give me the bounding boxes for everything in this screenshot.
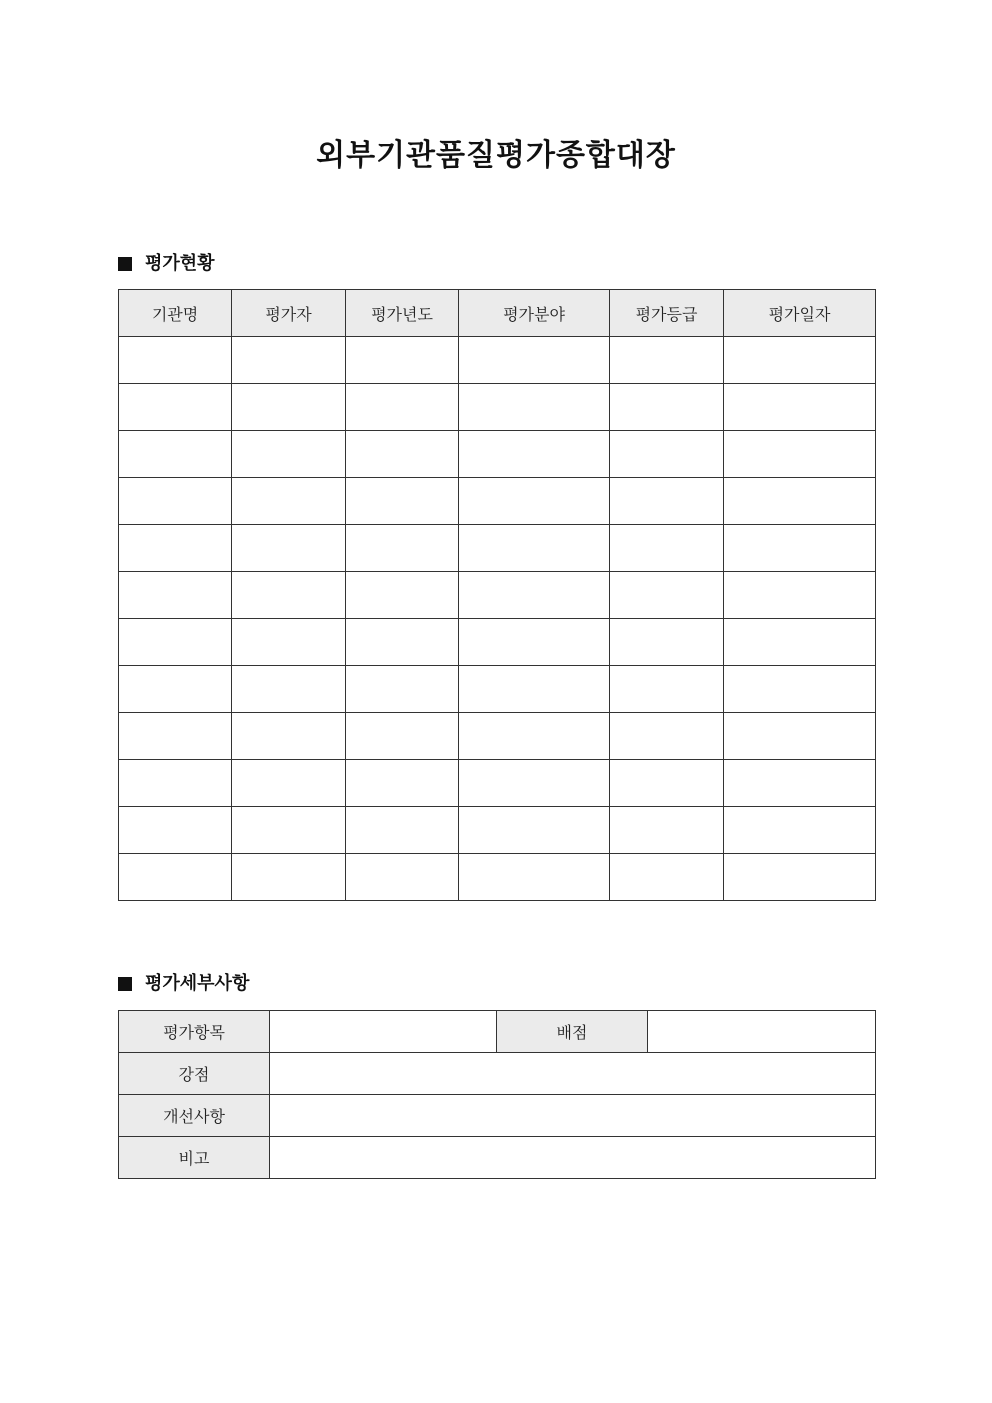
institution-cell[interactable]	[119, 337, 232, 384]
field-cell[interactable]	[459, 337, 610, 384]
evaluator-cell[interactable]	[232, 666, 346, 713]
field-cell[interactable]	[459, 525, 610, 572]
square-bullet-icon	[118, 257, 132, 271]
field-cell[interactable]	[459, 431, 610, 478]
year-cell[interactable]	[346, 337, 459, 384]
column-header-grade: 평가등급	[610, 290, 724, 337]
institution-cell[interactable]	[119, 760, 232, 807]
date-cell[interactable]	[724, 713, 876, 760]
evaluator-cell[interactable]	[232, 713, 346, 760]
item-value-cell[interactable]	[270, 1011, 497, 1053]
institution-cell[interactable]	[119, 431, 232, 478]
year-cell[interactable]	[346, 431, 459, 478]
year-cell[interactable]	[346, 807, 459, 854]
table-row	[119, 572, 876, 619]
year-cell[interactable]	[346, 760, 459, 807]
strength-value-cell[interactable]	[270, 1053, 876, 1095]
field-cell[interactable]	[459, 666, 610, 713]
score-value-cell[interactable]	[648, 1011, 876, 1053]
section-heading-status	[118, 252, 215, 276]
table-row	[119, 337, 876, 384]
evaluation-details-table	[118, 1010, 876, 1179]
table-row	[119, 525, 876, 572]
evaluator-cell[interactable]	[232, 854, 346, 901]
section-heading-label: 평가현황	[145, 253, 215, 274]
score-label: 배점	[497, 1011, 648, 1053]
table-row	[119, 666, 876, 713]
table-row	[119, 854, 876, 901]
grade-cell[interactable]	[610, 337, 724, 384]
evaluator-cell[interactable]	[232, 807, 346, 854]
year-cell[interactable]	[346, 666, 459, 713]
date-cell[interactable]	[724, 431, 876, 478]
table-row	[119, 1095, 876, 1137]
date-cell[interactable]	[724, 337, 876, 384]
square-bullet-icon	[118, 977, 132, 991]
date-cell[interactable]	[724, 525, 876, 572]
institution-cell[interactable]	[119, 666, 232, 713]
date-cell[interactable]	[724, 572, 876, 619]
institution-cell[interactable]	[119, 525, 232, 572]
table-row	[119, 619, 876, 666]
year-cell[interactable]	[346, 713, 459, 760]
date-cell[interactable]	[724, 854, 876, 901]
field-cell[interactable]	[459, 384, 610, 431]
grade-cell[interactable]	[610, 619, 724, 666]
institution-cell[interactable]	[119, 713, 232, 760]
grade-cell[interactable]	[610, 572, 724, 619]
field-cell[interactable]	[459, 619, 610, 666]
improvement-value-cell[interactable]	[270, 1095, 876, 1137]
grade-cell[interactable]	[610, 384, 724, 431]
column-header-date: 평가일자	[724, 290, 876, 337]
date-cell[interactable]	[724, 666, 876, 713]
date-cell[interactable]	[724, 807, 876, 854]
evaluator-cell[interactable]	[232, 337, 346, 384]
evaluator-cell[interactable]	[232, 431, 346, 478]
evaluator-cell[interactable]	[232, 478, 346, 525]
institution-cell[interactable]	[119, 854, 232, 901]
date-cell[interactable]	[724, 760, 876, 807]
field-cell[interactable]	[459, 760, 610, 807]
column-header-year: 평가년도	[346, 290, 459, 337]
section-heading-details	[118, 972, 249, 996]
table-row	[119, 384, 876, 431]
column-header-evaluator: 평가자	[232, 290, 346, 337]
year-cell[interactable]	[346, 619, 459, 666]
remarks-value-cell[interactable]	[270, 1137, 876, 1179]
date-cell[interactable]	[724, 619, 876, 666]
grade-cell[interactable]	[610, 478, 724, 525]
column-header-field: 평가분야	[459, 290, 610, 337]
item-label: 평가항목	[119, 1011, 270, 1053]
table-row	[119, 1011, 876, 1053]
evaluator-cell[interactable]	[232, 760, 346, 807]
grade-cell[interactable]	[610, 760, 724, 807]
evaluation-status-table	[118, 289, 876, 901]
evaluator-cell[interactable]	[232, 619, 346, 666]
table-row	[119, 1137, 876, 1179]
strength-label: 강점	[119, 1053, 270, 1095]
field-cell[interactable]	[459, 807, 610, 854]
field-cell[interactable]	[459, 854, 610, 901]
field-cell[interactable]	[459, 478, 610, 525]
institution-cell[interactable]	[119, 572, 232, 619]
field-cell[interactable]	[459, 713, 610, 760]
field-cell[interactable]	[459, 572, 610, 619]
table-row	[119, 713, 876, 760]
grade-cell[interactable]	[610, 807, 724, 854]
column-header-institution: 기관명	[119, 290, 232, 337]
grade-cell[interactable]	[610, 525, 724, 572]
grade-cell[interactable]	[610, 713, 724, 760]
evaluator-cell[interactable]	[232, 572, 346, 619]
year-cell[interactable]	[346, 478, 459, 525]
institution-cell[interactable]	[119, 619, 232, 666]
section-heading-label: 평가세부사항	[145, 973, 250, 994]
year-cell[interactable]	[346, 384, 459, 431]
grade-cell[interactable]	[610, 666, 724, 713]
evaluator-cell[interactable]	[232, 384, 346, 431]
year-cell[interactable]	[346, 854, 459, 901]
table-row	[119, 760, 876, 807]
table-row	[119, 478, 876, 525]
improvement-label: 개선사항	[119, 1095, 270, 1137]
institution-cell[interactable]	[119, 384, 232, 431]
evaluator-cell[interactable]	[232, 525, 346, 572]
grade-cell[interactable]	[610, 431, 724, 478]
status-table-body	[119, 337, 876, 901]
document-title: 외부기관품질평가종합대장	[316, 138, 676, 173]
table-row	[119, 431, 876, 478]
remarks-label: 비고	[119, 1137, 270, 1179]
year-cell[interactable]	[346, 572, 459, 619]
institution-cell[interactable]	[119, 807, 232, 854]
table-header-row	[119, 290, 876, 337]
year-cell[interactable]	[346, 525, 459, 572]
table-row	[119, 1053, 876, 1095]
institution-cell[interactable]	[119, 478, 232, 525]
grade-cell[interactable]	[610, 854, 724, 901]
table-row	[119, 807, 876, 854]
date-cell[interactable]	[724, 384, 876, 431]
date-cell[interactable]	[724, 478, 876, 525]
